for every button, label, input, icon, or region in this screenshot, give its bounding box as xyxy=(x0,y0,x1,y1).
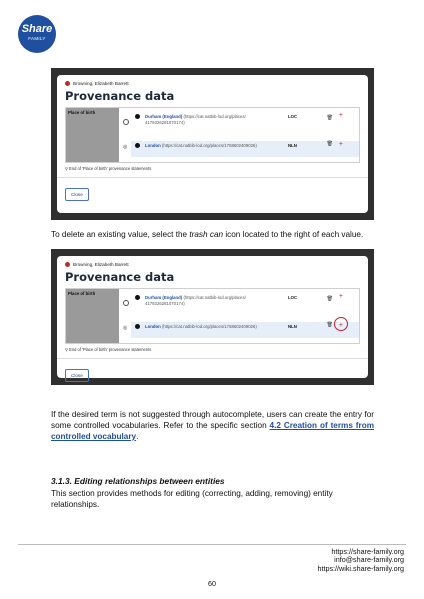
trash-icon[interactable]: 🗑 xyxy=(326,141,333,147)
breadcrumb xyxy=(65,262,360,267)
bullet-icon xyxy=(135,324,140,329)
end-note-text: End of 'Place of birth' provenance statements xyxy=(69,347,152,352)
section-link[interactable]: 4.2 Creation of terms from controlled vocabulary xyxy=(51,421,374,441)
plus-icon[interactable]: + xyxy=(338,322,343,329)
paragraph-text: To delete an existing value, select the xyxy=(51,230,190,239)
logo-subtext: FAMILY xyxy=(28,36,46,41)
value-cell xyxy=(145,295,267,307)
source-code: NLN xyxy=(288,324,297,329)
value-id: 4179326281070174) xyxy=(145,301,185,306)
logo-text: Share xyxy=(21,23,53,35)
radio-icon[interactable] xyxy=(123,300,129,306)
page-number: 60 xyxy=(208,579,216,588)
plus-icon[interactable]: + xyxy=(338,293,343,300)
end-note-text: End of 'Place of birth' provenance statements xyxy=(69,166,152,171)
plus-icon[interactable]: + xyxy=(338,112,343,119)
bullet-icon xyxy=(135,114,140,119)
footer-wiki[interactable]: https://wiki.share-family.org xyxy=(317,563,404,573)
screenshot-provenance-1 xyxy=(51,68,374,220)
plus-icon[interactable]: + xyxy=(338,141,343,148)
breadcrumb-label: Browning, Elizabeth Barrett xyxy=(73,81,129,86)
breadcrumb xyxy=(65,81,360,86)
value-cell xyxy=(145,143,267,149)
provenance-panel xyxy=(57,75,368,213)
table-row xyxy=(131,322,359,338)
entity-dot-icon xyxy=(65,81,70,86)
source-code: NLN xyxy=(288,143,297,148)
paragraph-text: . xyxy=(136,432,139,441)
footer-divider xyxy=(18,544,406,545)
page-title: Provenance data xyxy=(65,89,175,103)
paragraph-text: If the desired term is not suggested through autocomplete, users can create the entry for some controlled vocabularies. Refer to the specific section xyxy=(51,410,374,430)
footer-links xyxy=(317,548,404,573)
paragraph-emphasis: trash can xyxy=(189,230,224,239)
table-row xyxy=(131,293,359,317)
value-url: (https://cat.natbib-lod.org/places/1758602409026) xyxy=(161,143,257,148)
field-label-cell xyxy=(66,108,119,162)
eye-icon[interactable]: ◎ xyxy=(123,144,128,150)
trash-icon[interactable]: 🗑 xyxy=(326,322,333,328)
screenshot-provenance-2 xyxy=(51,249,374,385)
table-row xyxy=(131,112,359,136)
paragraph-text: icon located to the right of each value. xyxy=(223,230,364,239)
highlight-circle xyxy=(334,317,348,331)
field-label-cell xyxy=(66,289,119,343)
entity-dot-icon xyxy=(65,262,70,267)
value-name[interactable]: London xyxy=(145,143,161,148)
value-url: (https://cat.natbib-lod.org/places/ xyxy=(183,295,246,300)
trash-icon[interactable]: 🗑 xyxy=(326,115,333,121)
paragraph-delete xyxy=(51,229,374,240)
trash-icon[interactable]: 🗑 xyxy=(326,296,333,302)
value-url: (https://cat.natbib-lod.org/places/ xyxy=(183,114,246,119)
value-cell xyxy=(145,324,267,330)
page-title: Provenance data xyxy=(65,270,175,284)
breadcrumb-label: Browning, Elizabeth Barrett xyxy=(73,262,129,267)
value-id: 4179326281070174) xyxy=(145,120,185,125)
eye-icon[interactable]: ◎ xyxy=(123,325,128,331)
footer-email[interactable]: info@share-family.org xyxy=(334,555,404,565)
section-heading: 3.1.3. Editing relationships between entities xyxy=(51,476,225,486)
paragraph-relationships: This section provides methods for editing (correcting, adding, removing) entity relationships. xyxy=(51,489,333,509)
value-url: (https://cat.natbib-lod.org/places/1758602409026) xyxy=(161,324,257,329)
value-name[interactable]: Durham (England) xyxy=(145,114,183,119)
field-label: Place of birth xyxy=(68,110,96,115)
divider xyxy=(57,358,368,359)
footer-website[interactable]: https://share-family.org xyxy=(331,547,404,556)
value-name[interactable]: London xyxy=(145,324,161,329)
radio-icon[interactable] xyxy=(123,119,129,125)
close-button[interactable]: Close xyxy=(65,369,89,382)
end-note: ⚲ End of 'Place of birth' provenance statements xyxy=(65,347,152,352)
field-label: Place of birth xyxy=(68,291,96,296)
source-code: LOC xyxy=(288,295,298,300)
provenance-panel xyxy=(57,256,368,378)
divider xyxy=(57,177,368,178)
provenance-table xyxy=(65,288,360,344)
share-family-logo xyxy=(18,15,56,53)
value-name[interactable]: Durham (England) xyxy=(145,295,183,300)
provenance-table xyxy=(65,107,360,163)
bullet-icon xyxy=(135,143,140,148)
end-note: ⚲ End of 'Place of birth' provenance statements xyxy=(65,166,152,171)
close-button[interactable]: Close xyxy=(65,188,89,201)
bullet-icon xyxy=(135,295,140,300)
value-cell xyxy=(145,114,267,126)
source-code: LOC xyxy=(288,114,298,119)
table-row xyxy=(131,141,359,157)
paragraph-create-terms xyxy=(51,409,374,442)
